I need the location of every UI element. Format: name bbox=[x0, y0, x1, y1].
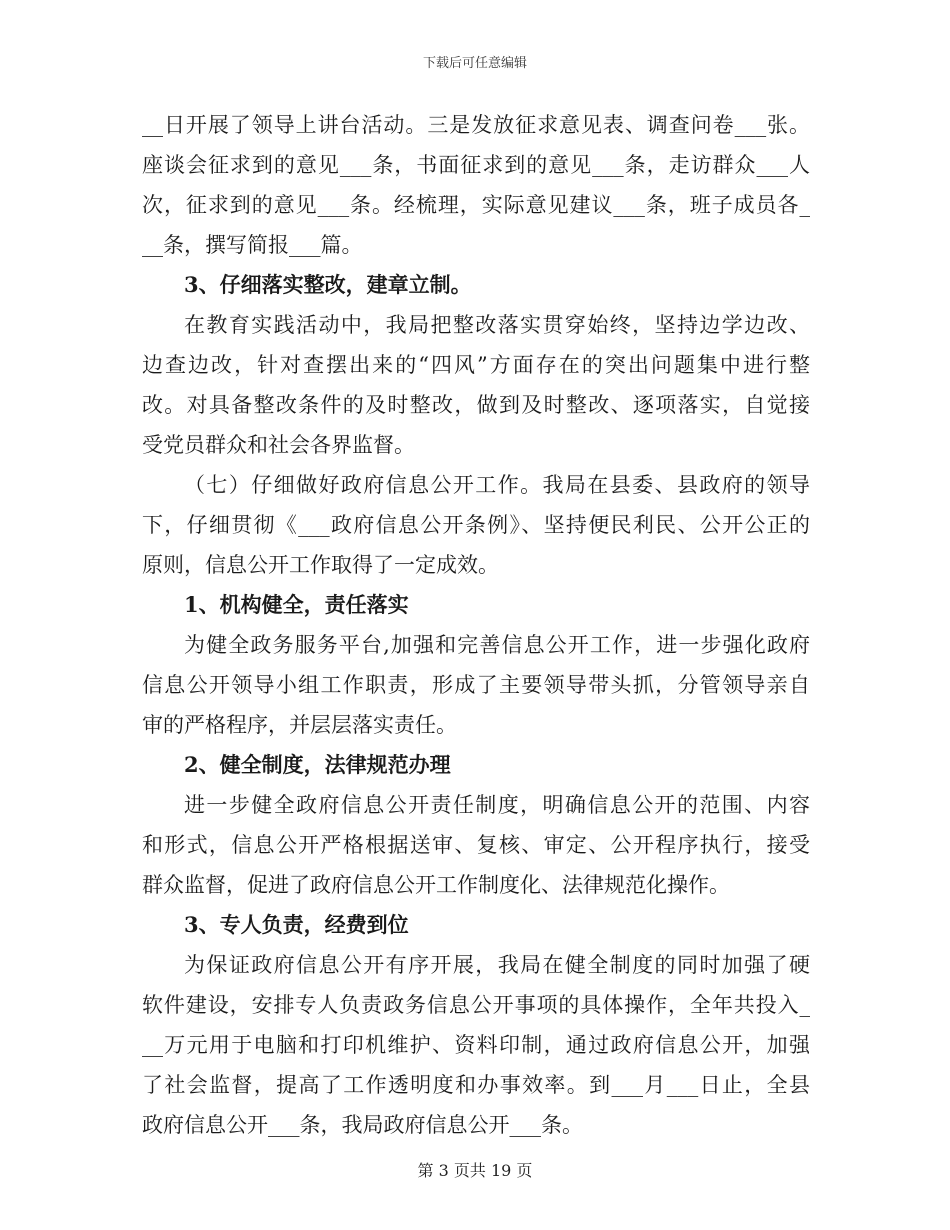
body-line: 受党员群众和社会各界监督。 bbox=[142, 433, 415, 457]
body-line: 软件建设，安排专人负责政务信息公开事项的具体操作，全年共投入_ bbox=[142, 993, 810, 1017]
body-line: 在教育实践活动中，我局把整改落实贯穿始终，坚持边学边改、 bbox=[184, 313, 810, 337]
body-line: __条，撰写简报___篇。 bbox=[142, 233, 363, 257]
body-line: 下，仔细贯彻《___政府信息公开条例》、坚持便民利民、公开公正的 bbox=[142, 513, 810, 537]
page-header: 下载后可任意编辑 bbox=[422, 56, 527, 71]
body-line: 为健全政务服务平台,加强和完善信息公开工作，进一步强化政府 bbox=[184, 633, 810, 657]
body-line: 座谈会征求到的意见___条，书面征求到的意见___条，走访群众___人 bbox=[142, 153, 810, 177]
body-line: 改。对具备整改条件的及时整改，做到及时整改、逐项落实，自觉接 bbox=[142, 393, 810, 417]
body-line: 边查边改，针对查摆出来的“四风”方面存在的突出问题集中进行整 bbox=[142, 353, 810, 377]
body-line: （七）仔细做好政府信息公开工作。我局在县委、县政府的领导 bbox=[184, 473, 810, 497]
body-line: 政府信息公开___条，我局政府信息公开___条。 bbox=[142, 1113, 583, 1137]
document-body bbox=[142, 105, 810, 1145]
body-line: 群众监督，促进了政府信息公开工作制度化、法律规范化操作。 bbox=[142, 873, 730, 897]
section-heading: 3、仔细落实整改，建章立制。 bbox=[184, 272, 472, 297]
body-line: 信息公开领导小组工作职责，形成了主要领导带头抓，分管领导亲自 bbox=[142, 673, 810, 697]
body-line: __万元用于电脑和打印机维护、资料印制，通过政府信息公开，加强 bbox=[142, 1033, 810, 1057]
body-line: 审的严格程序，并层层落实责任。 bbox=[142, 713, 457, 737]
body-line: 次，征求到的意见___条。经梳理，实际意见建议___条，班子成员各_ bbox=[142, 193, 810, 217]
body-line: 进一步健全政府信息公开责任制度，明确信息公开的范围、内容 bbox=[184, 793, 810, 817]
body-line: 原则，信息公开工作取得了一定成效。 bbox=[142, 553, 499, 577]
body-line: 为保证政府信息公开有序开展，我局在健全制度的同时加强了硬 bbox=[184, 953, 810, 977]
body-line: __日开展了领导上讲台活动。三是发放征求意见表、调查问卷___张。 bbox=[142, 113, 810, 137]
section-heading: 3、专人负责，经费到位 bbox=[184, 912, 409, 937]
body-line: 了社会监督，提高了工作透明度和办事效率。到___月___日止，全县 bbox=[142, 1073, 810, 1097]
section-heading: 1、机构健全，责任落实 bbox=[184, 592, 409, 617]
body-line: 和形式，信息公开严格根据送审、复核、审定、公开程序执行，接受 bbox=[142, 833, 810, 857]
page-number: 第 3 页共 19 页 bbox=[417, 1161, 533, 1180]
section-heading: 2、健全制度，法律规范办理 bbox=[184, 752, 451, 777]
